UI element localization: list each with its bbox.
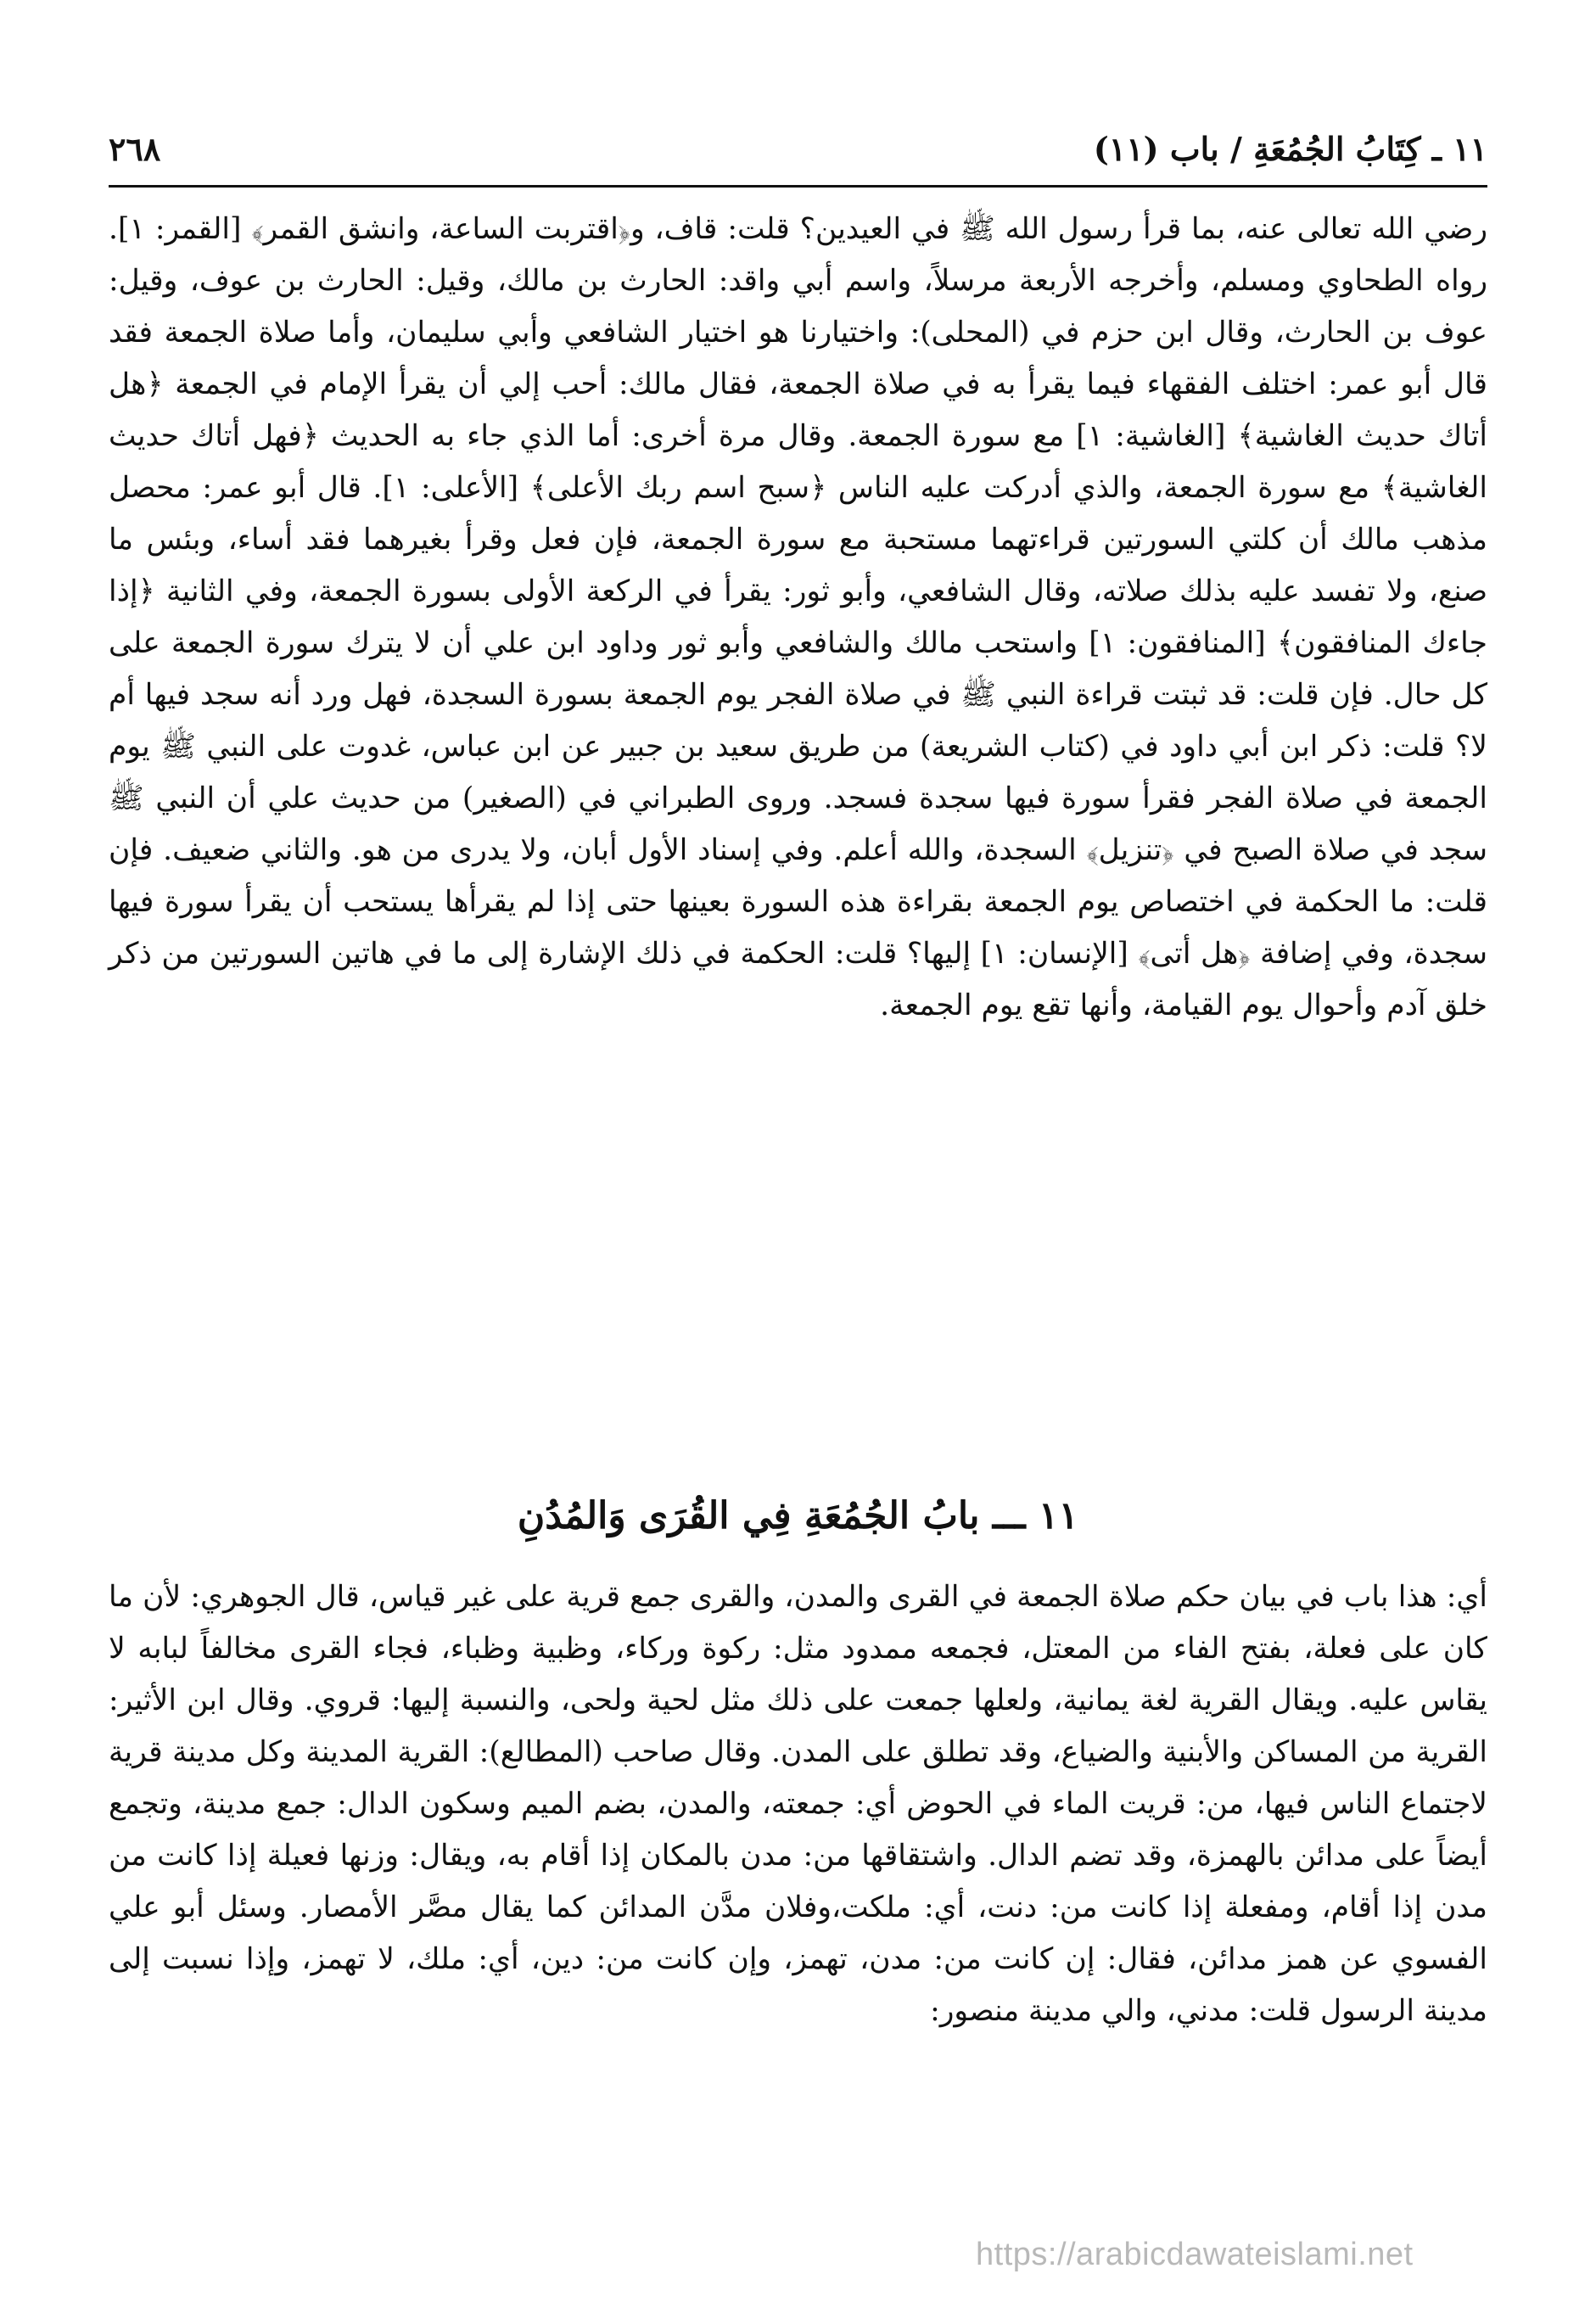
chapter-heading: ١١ ـــ بابُ الجُمُعَةِ فِي القُرَى وَالمُدُنِ [517, 1494, 1079, 1537]
header-divider [109, 185, 1487, 188]
page-number: ٢٦٨ [109, 129, 161, 168]
chapter-commentary-text [109, 1571, 1487, 2037]
site-watermark: https://arabicdawateislami.net [976, 2237, 1414, 2272]
page-header [109, 119, 1487, 178]
main-paragraph: رضي الله تعالى عنه، بما قرأ رسول الله ﷺ في العيدين؟ قلت: قاف، و﴿اقتربت الساعة، وانشق القمر﴾ [القمر: ١]. رواه الطحاوي ومسلم، وأخرجه الأربعة مرسلاً، واسم أبي واقد: الحارث بن مالك، وقيل: الحارث بن عوف، وقيل: عوف بن الحارث، وقال ابن حزم في (المحلى): واختيارنا هو اختيار الشافعي وأبي سليمان، وأما صلاة الجمعة فقد قال أبو عمر: اختلف الفقهاء فيما يقرأ به في صلاة الجمعة، فقال مالك: أحب إلي أن يقرأ الإمام في الجمعة ﴿هل أتاك حديث الغاشية﴾ [الغاشية: ١] مع سورة الجمعة. وقال مرة أخرى: أما الذي جاء به الحديث ﴿فهل أتاك حديث الغاشية﴾ مع سورة الجمعة، والذي أدركت عليه الناس ﴿سبح اسم ربك الأعلى﴾ [الأعلى: ١]. قال أبو عمر: محصل مذهب مالك أن كلتي السورتين قراءتهما مستحبة مع سورة الجمعة، فإن فعل وقرأ بغيرهما فقد أساء، وبئس ما صنع، ولا تفسد عليه بذلك صلاته، وقال الشافعي، وأبو ثور: يقرأ في الركعة الأولى بسورة الجمعة، وفي الثانية ﴿إذا جاءك المنافقون﴾ [المنافقون: ١] واستحب مالك والشافعي وأبو ثور وداود ابن علي أن لا يترك سورة الجمعة على كل حال. فإن قلت: قد ثبتت قراءة النبي ﷺ في صلاة الفجر يوم الجمعة بسورة السجدة، فهل ورد أنه سجد فيها أم لا؟ قلت: ذكر ابن أبي داود في (كتاب الشريعة) من طريق سعيد بن جبير عن ابن عباس، غدوت على النبي ﷺ يوم الجمعة في صلاة الفجر فقرأ سورة فيها سجدة فسجد. وروى الطبراني في (الصغير) من حديث علي أن النبي ﷺ سجد في صلاة الصبح في ﴿تنزيل﴾ السجدة، والله أعلم. وفي إسناد الأول أبان، ولا يدرى من هو. والثاني ضعيف. فإن قلت: ما الحكمة في اختصاص يوم الجمعة بقراءة هذه السورة بعينها حتى إذا لم يقرأها يستحب أن يقرأ سورة فيها سجدة، وفي إضافة ﴿هل أتى﴾ [الإنسان: ١] إليها؟ قلت: الحكمة في ذلك الإشارة إلى ما في هاتين السورتين من ذكر خلق آدم وأحوال يوم القيامة، وأنها تقع يوم الجمعة. [109, 212, 1487, 1022]
chapter-paragraph: أي: هذا باب في بيان حكم صلاة الجمعة في القرى والمدن، والقرى جمع قرية على غير قياس، قال الجوهري: لأن ما كان على فعلة، بفتح الفاء من المعتل، فجمعه ممدود مثل: ركوة وركاء، وظبية وظباء، فجاء القرى مخالفاً لبابه لا يقاس عليه. ويقال القرية لغة يمانية، ولعلها جمعت على ذلك مثل لحية ولحى، والنسبة إليها: قروي. وقال ابن الأثير: القرية من المساكن والأبنية والضياع، وقد تطلق على المدن. وقال صاحب (المطالع): القرية المدينة وكل مدينة قرية لاجتماع الناس فيها، من: قريت الماء في الحوض أي: جمعته، والمدن، بضم الميم وسكون الدال: جمع مدينة، وتجمع أيضاً على مدائن بالهمزة، وقد تضم الدال. واشتقاقها من: مدن بالمكان إذا أقام به، ويقال: وزنها فعيلة إذا كانت من مدن إذا أقام، ومفعلة إذا كانت من: دنت، أي: ملكت،وفلان مدَّن المدائن كما يقال مصَّر الأمصار. وسئل أبو علي الفسوي عن همز مدائن، فقال: إن كانت من: مدن، تهمز، وإن كانت من: دين، أي: ملك، لا تهمز، وإذا نسبت إلى مدينة الرسول قلت: مدني، والي مدينة منصور: [109, 1580, 1487, 2028]
main-commentary-text [109, 204, 1487, 1032]
running-title: ١١ ـ كِتَابُ الجُمُعَةِ / باب (١١) [1093, 129, 1487, 168]
